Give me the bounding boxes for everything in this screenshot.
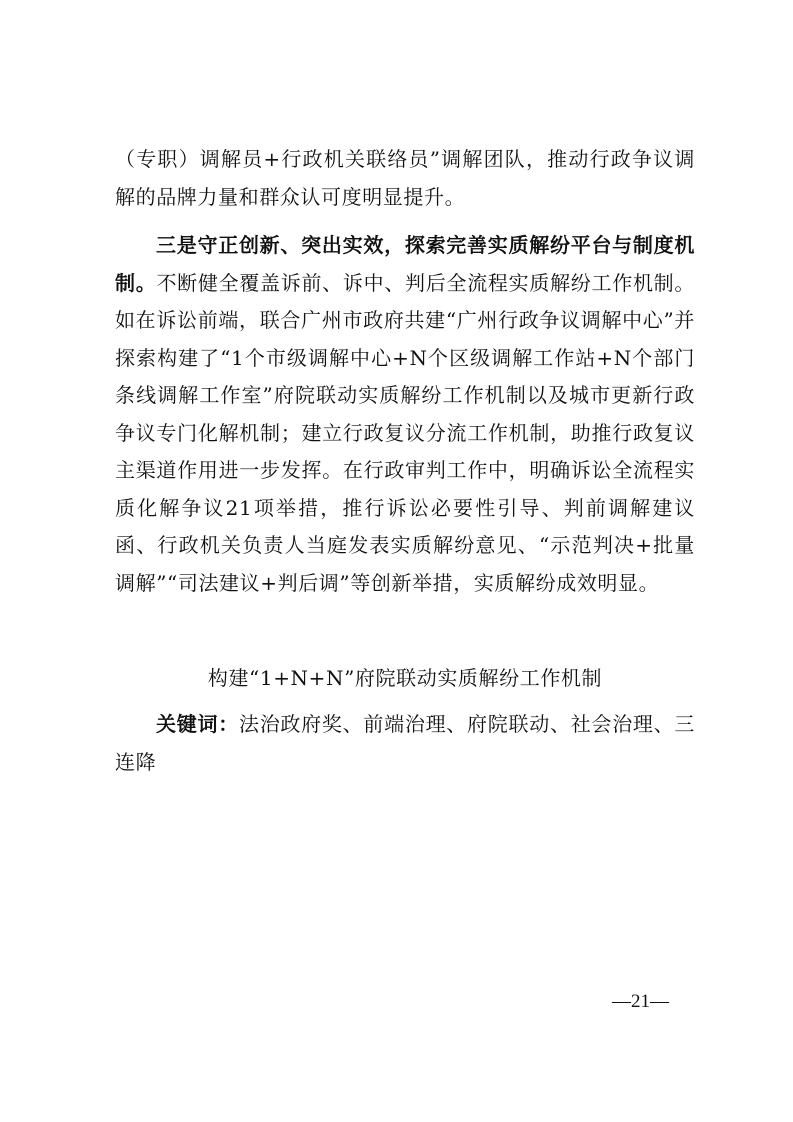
- paragraph-heading-bold: 三是守正创新、突出实效，探索完善实质解纷平台与制度机制。: [115, 233, 695, 295]
- section-title: 构建“1+N+N”府院联动实质解纷工作机制: [207, 666, 603, 690]
- paragraph-third-measure: [115, 227, 695, 602]
- paragraph-mediator-team: [115, 141, 695, 216]
- keywords-line: [115, 706, 695, 781]
- page-number: —21—: [612, 991, 669, 1012]
- keywords-label: 关键词：: [156, 712, 239, 736]
- paragraph-text: 不断健全覆盖诉前、诉中、判后全流程实质解纷工作机制。如在诉讼前端，联合广州市政府共建“广州行政争议调解中心”并探索构建了“1个市级调解中心+N个区级调解工作站+N个部门条线调解工作室”府院联动实质解纷工作机制以及城市更新行政争议专门化解机制；建立行政复议分流工作机制，助推行政复议主渠道作用进一步发挥。在行政审判工作中，明确诉讼全流程实质化解争议21项举措，推行诉讼必要性引导、判前调解建议函、行政机关负责人当庭发表实质解纷意见、“示范判决+批量调解”“司法建议+判后调”等创新举措，实质解纷成效明显。: [115, 270, 695, 595]
- keywords-text: 法治政府奖、前端治理、府院联动、社会治理、三连降: [115, 712, 696, 774]
- paragraph-text: （专职）调解员+行政机关联络员”调解团队，推动行政争议调解的品牌力量和群众认可度明显提升。: [115, 147, 695, 209]
